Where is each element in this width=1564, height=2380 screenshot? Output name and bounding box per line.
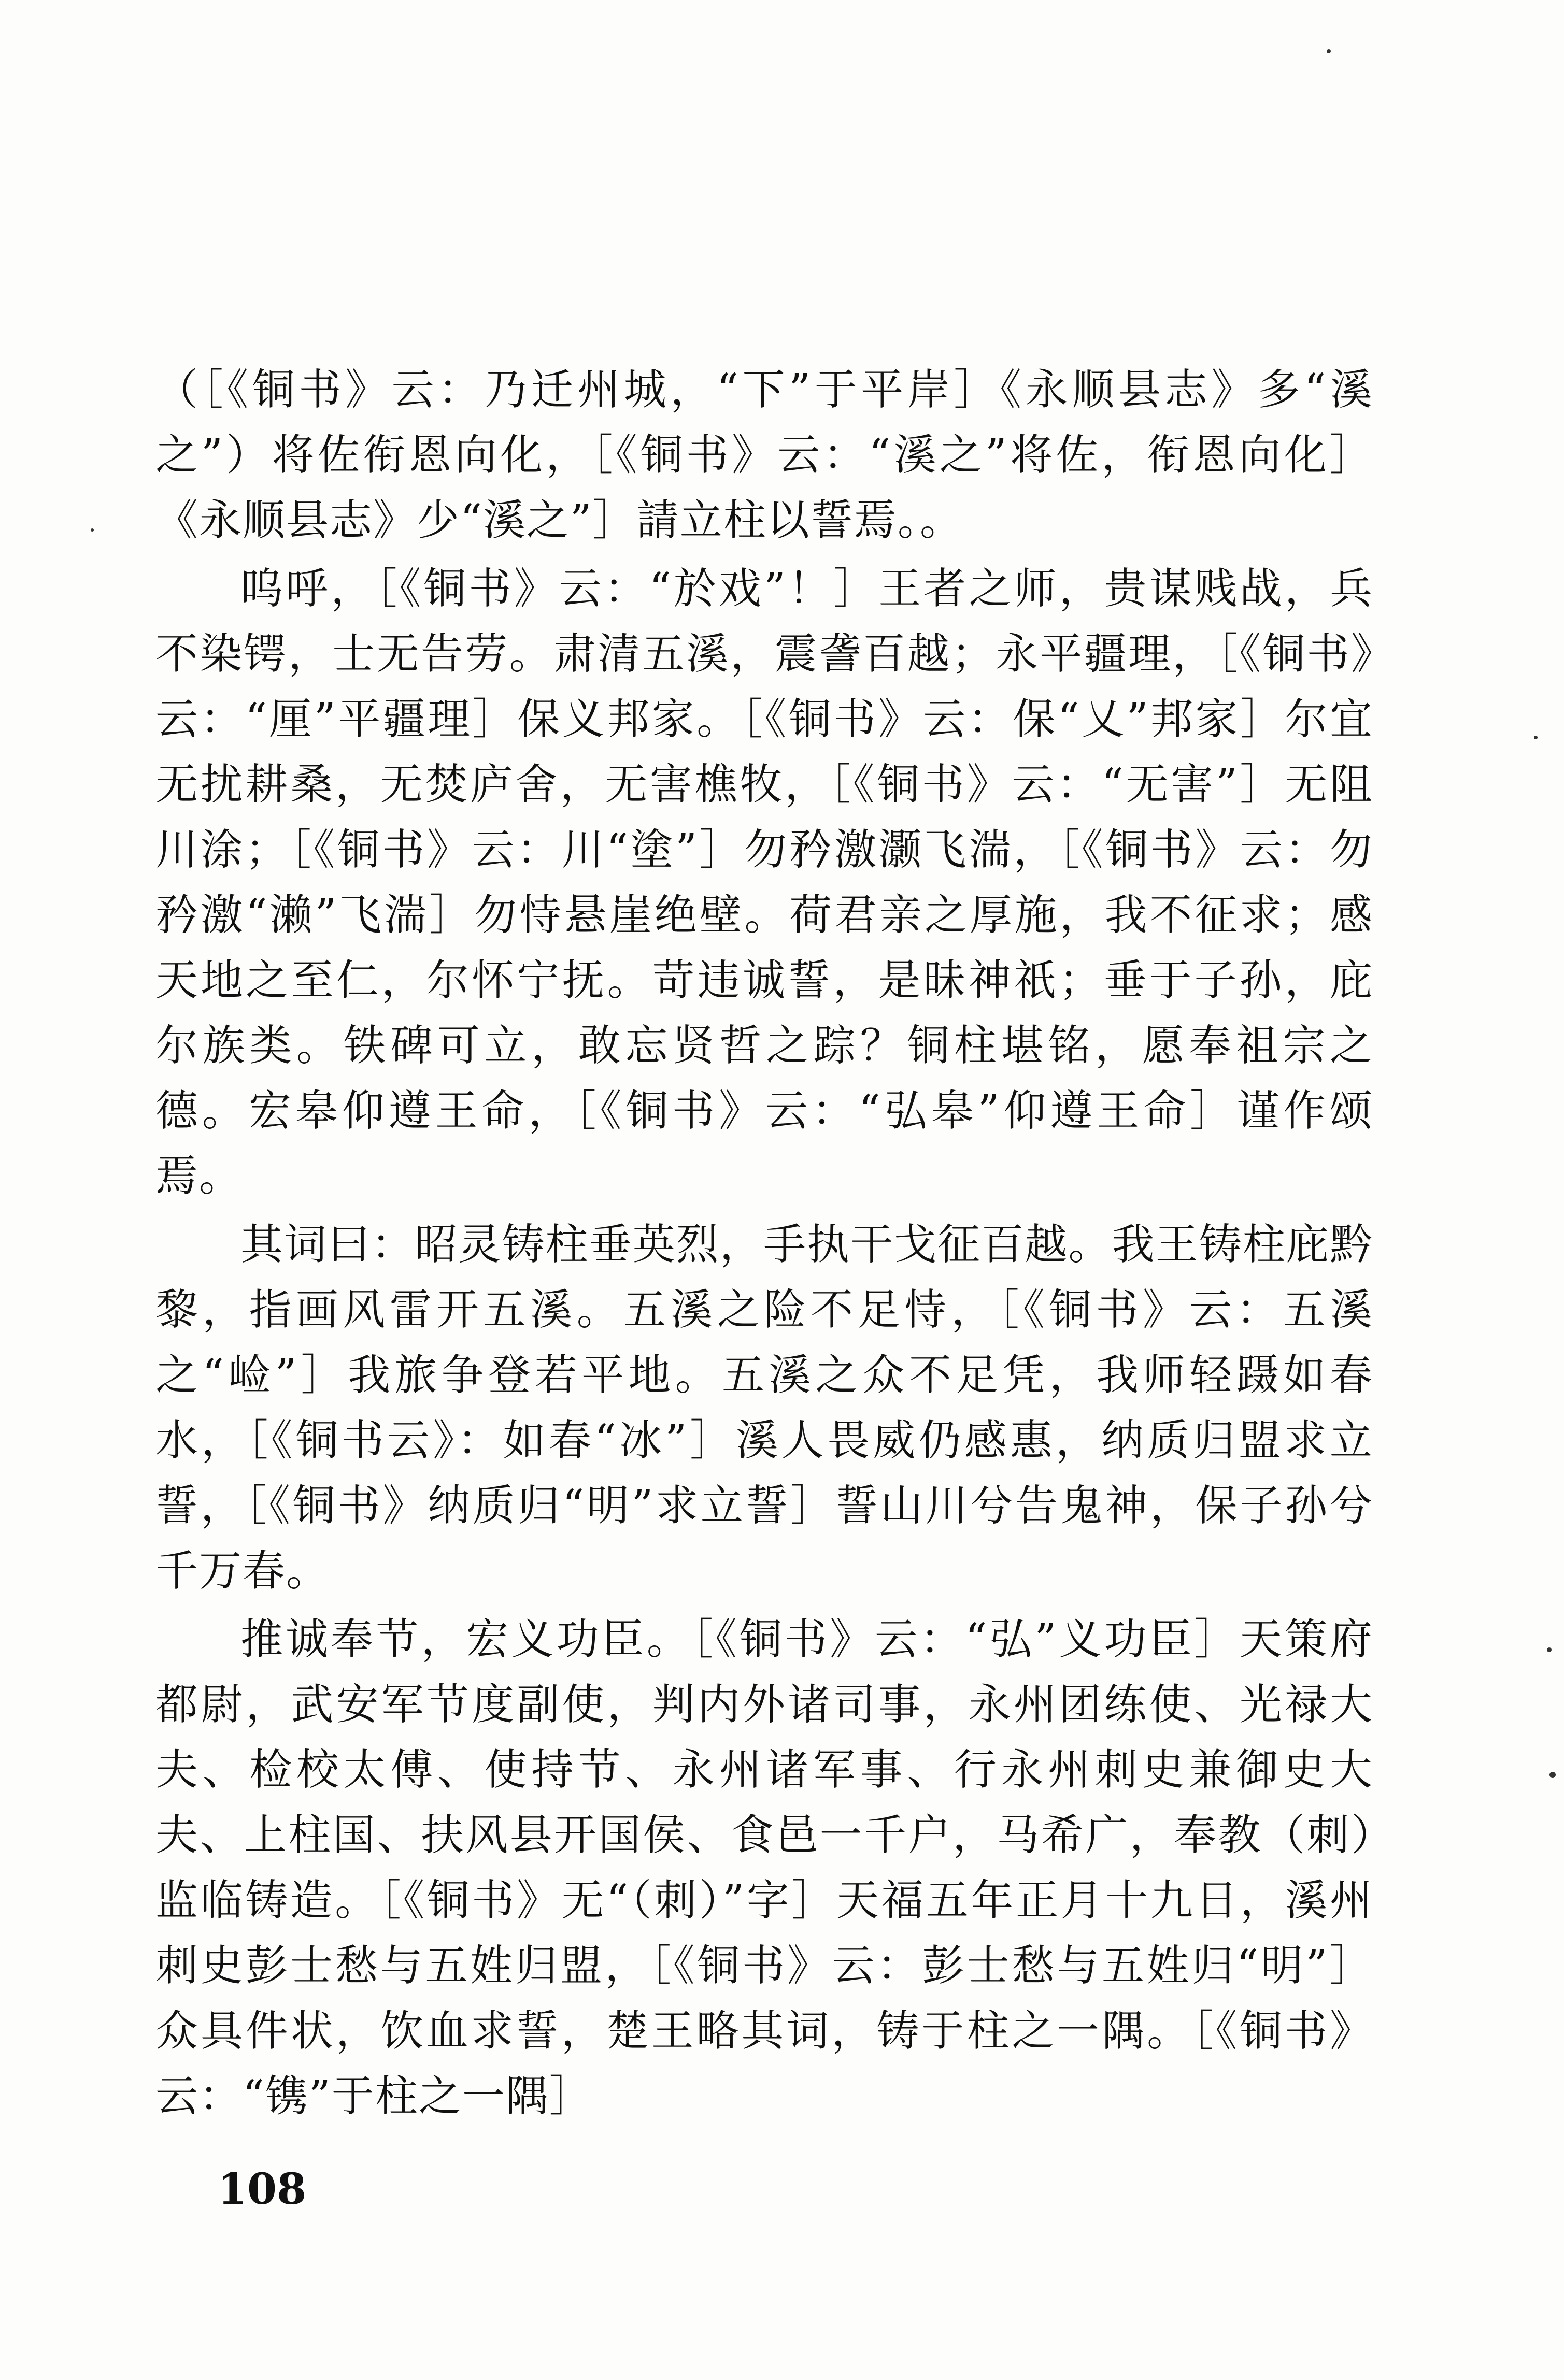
paragraph-2: 呜呼，［《铜书》云：“於戏”！］王者之师，贵谋贱战，兵不染锷，士无告劳。肃清五溪，震詟百越；永平疆理，［《铜书》云：“厘”平疆理］保义邦家。［《铜书》云：保“乂”邦家］尔宜无扰耕桑，无焚庐舍，无害樵牧，［《铜书》云：“无害”］无阻川涂；［《铜书》云：川“塗”］勿矜激灏飞湍，［《铜书》云：勿矜激“濑”飞湍］勿恃悬崖绝壁。荷君亲之厚施，我不征求；感天地之至仁，尔怀宁抚。苛违诚誓，是昧神祇；垂于子孙，庇尔族类。铁碑可立，敢忘贤哲之踪？铜柱堪铭，愿奉祖宗之德。宏皋仰遵王命，［《铜书》云：“弘皋”仰遵王命］谨作颂焉。 bbox=[155, 564, 1373, 1201]
page-number: 108 bbox=[218, 2164, 307, 2214]
paragraph-3: 其词曰：昭灵铸柱垂英烈，手执干戈征百越。我王铸柱庇黔黎，指画风雷开五溪。五溪之险不足恃，［《铜书》云：五溪之“崄”］我旅争登若平地。五溪之众不足凭，我师轻蹑如春水，［《铜书云》：如春“冰”］溪人畏威仍感惠，纳质归盟求立誓，［《铜书》纳质归“明”求立誓］誓山川兮告鬼神，保子孙兮千万春。 bbox=[155, 1220, 1373, 1596]
paragraph-1: （［《铜书》云：乃迁州城，“下”于平岸］《永顺县志》多“溪之”）将佐衔恩向化，［《铜书》云：“溪之”将佐，衔恩向化］《永顺县志》少“溪之”］請立柱以誓焉。。 bbox=[155, 365, 1373, 545]
scan-speck bbox=[1327, 49, 1331, 53]
scan-speck bbox=[1534, 736, 1538, 739]
body-text bbox=[155, 357, 1373, 2129]
scan-speck bbox=[91, 528, 94, 532]
paragraph-4: 推诚奉节，宏义功臣。［《铜书》云：“弘”义功臣］天策府都尉，武安军节度副使，判内外诸司事，永州团练使、光禄大夫、检校太傅、使持节、永州诸军事、行永州刺史兼御史大夫、上柱国、扶风县开国侯、食邑一千户，马希广，奉教（刺）监临铸造。［《铜书》无“（刺）”字］天福五年正月十九日，溪州刺史彭士愁与五姓归盟，［《铜书》云：彭士愁与五姓归“明”］众具件状，饮血求誓，楚王略其词，铸于柱之一隅。［《铜书》云：“镌”于柱之一隅］ bbox=[155, 1615, 1373, 2121]
scan-speck bbox=[1547, 1647, 1552, 1652]
scan-speck bbox=[1549, 1772, 1556, 1778]
